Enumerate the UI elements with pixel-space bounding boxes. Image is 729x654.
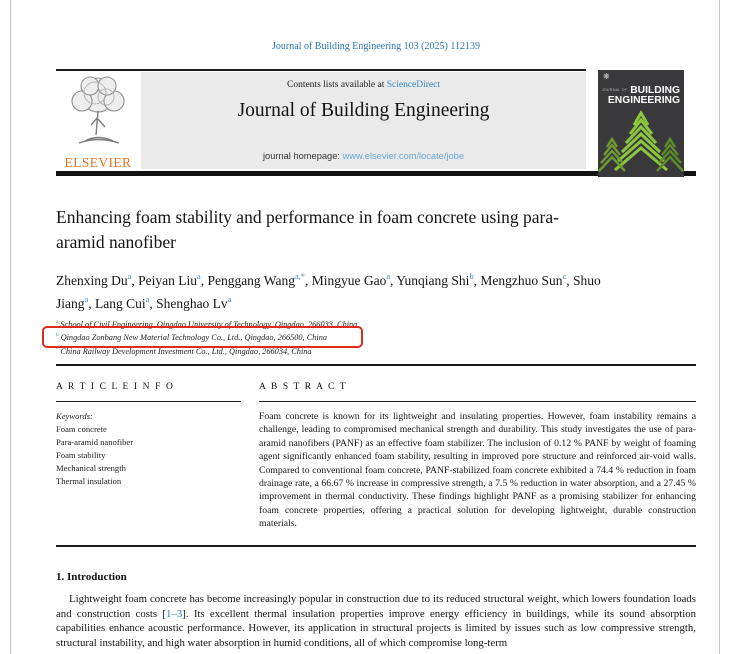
intro-text: Lightweight foam concrete has become increasingly popular in construction due to its reduced structural weight, which lowers foundation loads and construction costs xyxy=(56,593,696,620)
homepage-prefix: journal homepage: xyxy=(262,151,343,161)
author: Zhenxing Du$^a$, xyxy=(56,271,139,288)
cover-title xyxy=(602,85,680,106)
banner-top-rule xyxy=(56,69,586,71)
introduction-heading: 1. Introduction xyxy=(56,571,127,583)
introduction-paragraph xyxy=(56,592,696,651)
author: Shenghao Lv$^a$ xyxy=(156,294,232,311)
journal-title: Journal of Building Engineering xyxy=(237,100,490,121)
homepage-line xyxy=(141,151,586,161)
keyword: Foam stability xyxy=(56,450,106,460)
keyword: Thermal insulation xyxy=(56,476,122,486)
keyword: Para-aramid nanofiber xyxy=(56,437,134,447)
journal-banner xyxy=(141,72,586,169)
running-head-citation: Journal of Building Engineering 103 (2025) 112139 xyxy=(272,41,480,52)
article-title: Enhancing foam stability and performance in foam concrete using para-aramid nanofiber xyxy=(56,207,559,252)
keyword: Foam concrete xyxy=(56,424,107,434)
abstract-heading: A B S T R A C T xyxy=(259,382,348,392)
affiliation: $^b$ Qingdao Zonbang New Material Technology Co., Ltd., Qingdao, 266500, China xyxy=(56,332,327,343)
author: Lang Cui$^a$, xyxy=(94,294,157,311)
author: Shuo Jiang$^a$, xyxy=(56,272,601,311)
citation-link-1-3[interactable]: 1–3 xyxy=(166,607,183,620)
divider-rule xyxy=(56,364,696,366)
elsevier-logo xyxy=(57,73,139,170)
affiliation-highlight-box xyxy=(42,326,363,348)
keyword: Mechanical strength xyxy=(56,463,126,473)
elsevier-tree-icon xyxy=(65,136,131,153)
author: Peiyan Liu$^a$, xyxy=(138,271,208,288)
ref-bracket: ] xyxy=(182,607,186,620)
pdf-page xyxy=(10,0,720,654)
keywords-list xyxy=(56,423,133,488)
journal-cover-thumbnail xyxy=(598,70,684,177)
cover-elsevier-mark-icon: ❋ xyxy=(603,72,610,81)
sciencedirect-link[interactable]: ScienceDirect xyxy=(386,80,440,90)
abstract-rule xyxy=(259,401,696,402)
cover-line1: BUILDING xyxy=(630,85,680,96)
author: Mingyue Gao$^a$, xyxy=(311,271,397,288)
divider-rule xyxy=(56,545,696,547)
abstract-text: Foam concrete is known for its lightweight and insulating properties. However, foam instability remains a challenge, leading to compromised mechanical strength and durability. This study investigates the use of para-aramid nanofibers (PANF) as an effective foam stabilizer. The inclusion of 0.12 % PANF by weight of foaming agent significantly enhanced foam stability, resulting in improved pore structure and reinforced air-void walls. Compared to conventional foam concrete, PANF-stabilized foam concrete exhibited a 74.4 % reduction in foam drainage rate, a 66.67 % increase in compressive strength, a 7.5 % reduction in water absorption, and a 27.45 % improvement in thermal conductivity. These findings highlight PANF as a promising stabilizer for enhancing foam concrete properties, offering a practical solution for developing lightweight, durable construction materials. xyxy=(259,411,696,530)
homepage-link[interactable]: www.elsevier.com/locate/jobe xyxy=(342,151,465,161)
article-info-heading: A R T I C L E I N F O xyxy=(56,382,175,392)
author-list xyxy=(56,267,616,313)
author: Yunqiang Shi$^b$, xyxy=(396,271,481,288)
intro-text: . Its excellent thermal insulation properties improve energy efficiency in buildings, while its sound absorption capabilities enhance acoustic performance. However, its application in structural projects is limited by issues such as low compressive strength, structural instability, and high water absorption in humid conditions, all of which compromise long-term xyxy=(56,607,697,650)
author: Penggang Wang$^{a,*}$, xyxy=(207,271,312,288)
cover-line2: ENGINEERING xyxy=(607,95,680,106)
ref-bracket: [ xyxy=(162,607,167,620)
keywords-label: Keywords: xyxy=(56,411,93,421)
contents-line xyxy=(141,72,586,90)
affiliation: $^c$ China Railway Development Investment Co., Ltd., Qingdao, 266034, China xyxy=(56,345,312,356)
affiliation: $^a$ School of Civil Engineering, Qingdao University of Technology, Qingdao, 266033, China xyxy=(56,318,358,329)
article-info-rule xyxy=(56,401,241,402)
contents-prefix: Contents lists available at xyxy=(286,80,387,90)
author: Mengzhuo Sun$^c$, xyxy=(480,271,573,288)
cover-trees-icon xyxy=(598,109,684,177)
elsevier-wordmark: ELSEVIER xyxy=(64,155,132,170)
cover-kicker: JOURNAL OF xyxy=(601,88,628,92)
